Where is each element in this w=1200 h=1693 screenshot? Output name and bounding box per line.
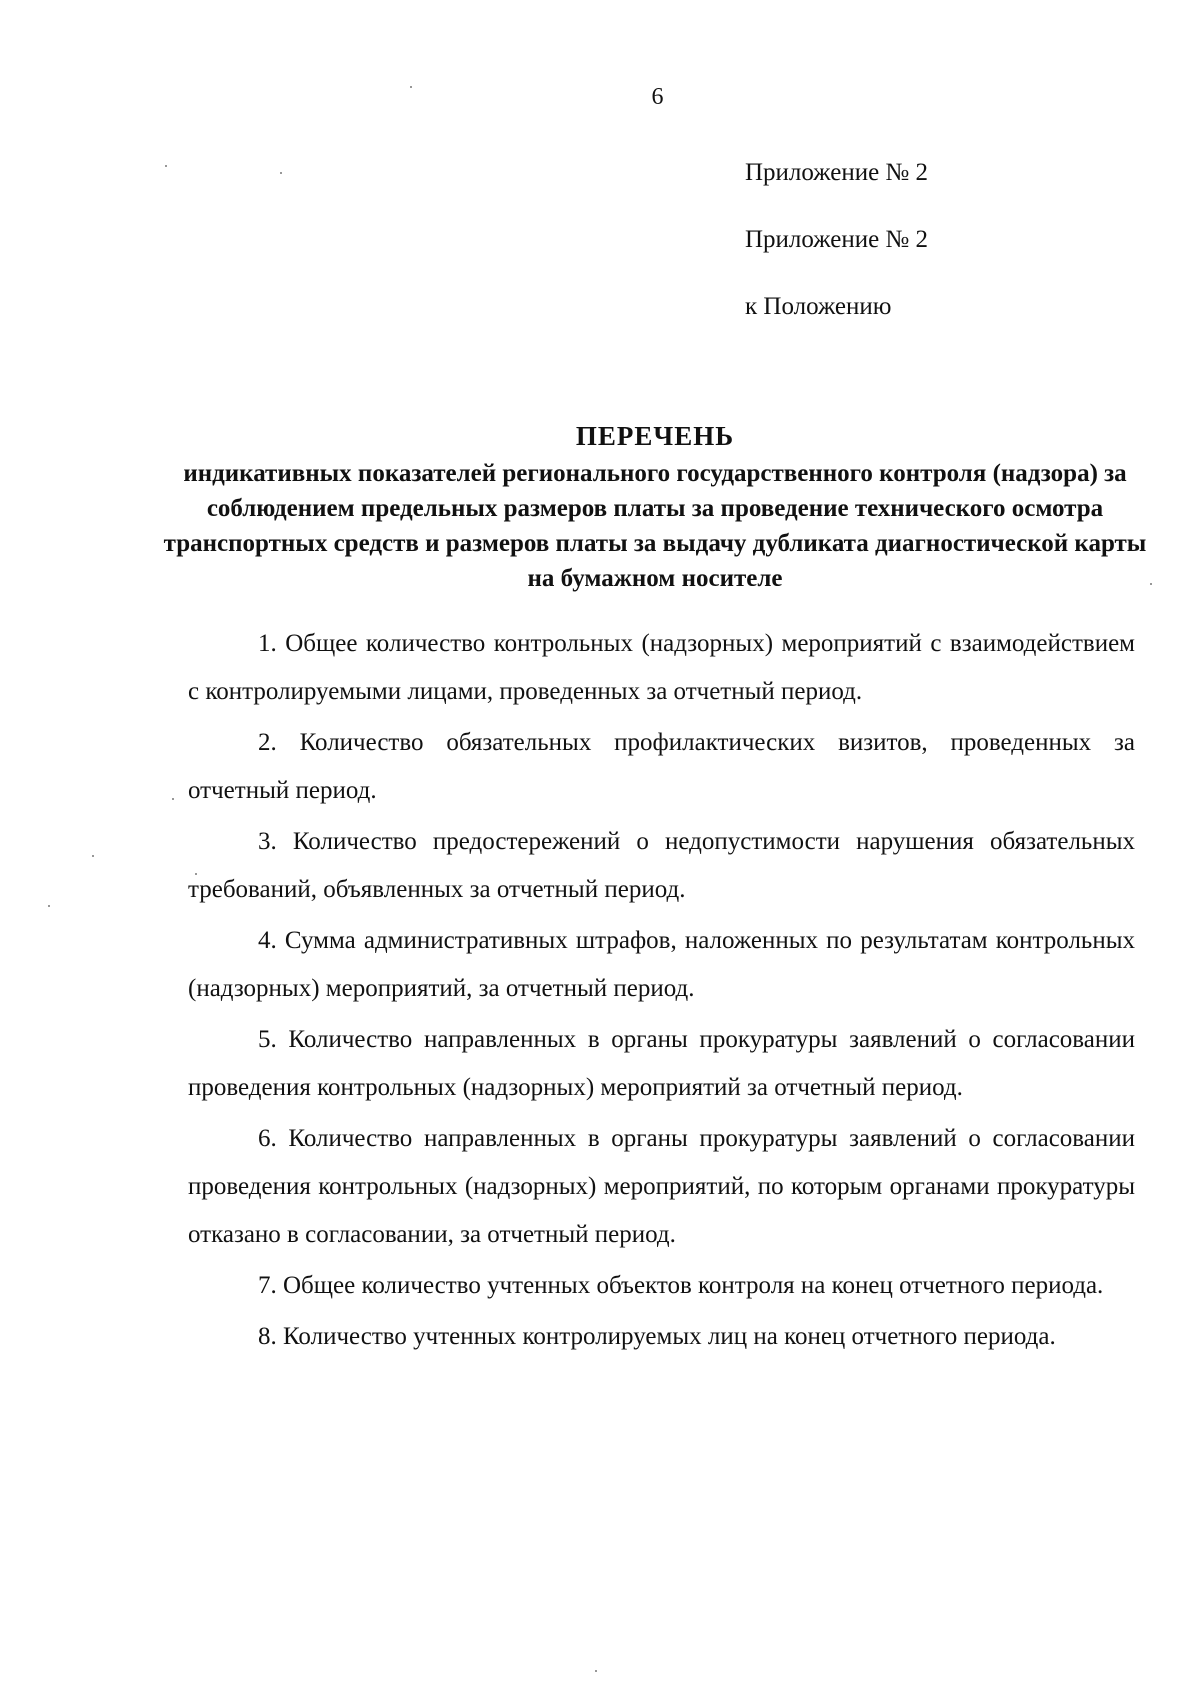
scan-speck <box>280 172 282 174</box>
scan-speck <box>165 165 167 167</box>
scan-speck <box>595 1670 597 1672</box>
indicator-item-5: 5. Количество направленных в органы прокуратуры заявлений о согласовании проведения контрольных (надзорных) мероприятий за отчетный период. <box>188 1026 1135 1101</box>
scan-speck <box>92 855 94 857</box>
indicator-list <box>188 620 1135 1364</box>
appendix-label-2: Приложение № 2 <box>745 226 929 253</box>
indicator-item-8: 8. Количество учтенных контролируемых лиц на конец отчетного периода. <box>258 1323 1056 1350</box>
appendix-label-1: Приложение № 2 <box>745 159 929 186</box>
scan-speck <box>410 86 412 88</box>
scan-speck <box>48 905 50 907</box>
scan-speck <box>1150 583 1152 585</box>
indicator-item-1: 1. Общее количество контрольных (надзорных) мероприятий с взаимодействием с контролируемыми лицами, проведенных за отчетный период. <box>188 630 1135 705</box>
page-number: 6 <box>651 84 664 110</box>
scan-speck <box>195 873 197 875</box>
scan-speck <box>172 798 174 800</box>
indicator-item-3: 3. Количество предостережений о недопустимости нарушения обязательных требований, объявленных за отчетный период. <box>188 828 1135 903</box>
indicator-item-2: 2. Количество обязательных профилактических визитов, проведенных за отчетный период. <box>188 729 1135 804</box>
indicator-item-6: 6. Количество направленных в органы прокуратуры заявлений о согласовании проведения контрольных (надзорных) мероприятий, по которым органами прокуратуры отказано в согласовании, за отчетный период. <box>188 1125 1135 1248</box>
title-block <box>150 418 1160 596</box>
document-title: ПЕРЕЧЕНЬ <box>575 421 735 451</box>
indicator-item-4: 4. Сумма административных штрафов, наложенных по результатам контрольных (надзорных) мероприятий, за отчетный период. <box>188 927 1135 1002</box>
indicator-item-7: 7. Общее количество учтенных объектов контроля на конец отчетного периода. <box>258 1272 1104 1299</box>
document-subtitle: индикативных показателей регионального государственного контроля (надзора) за соблюдением предельных размеров платы за проведение технического осмотра транспортных средств и размеров платы за выдачу дубликата диагностической карты на бумажном носителе <box>163 460 1147 592</box>
appendix-reference: к Положению <box>745 293 892 320</box>
